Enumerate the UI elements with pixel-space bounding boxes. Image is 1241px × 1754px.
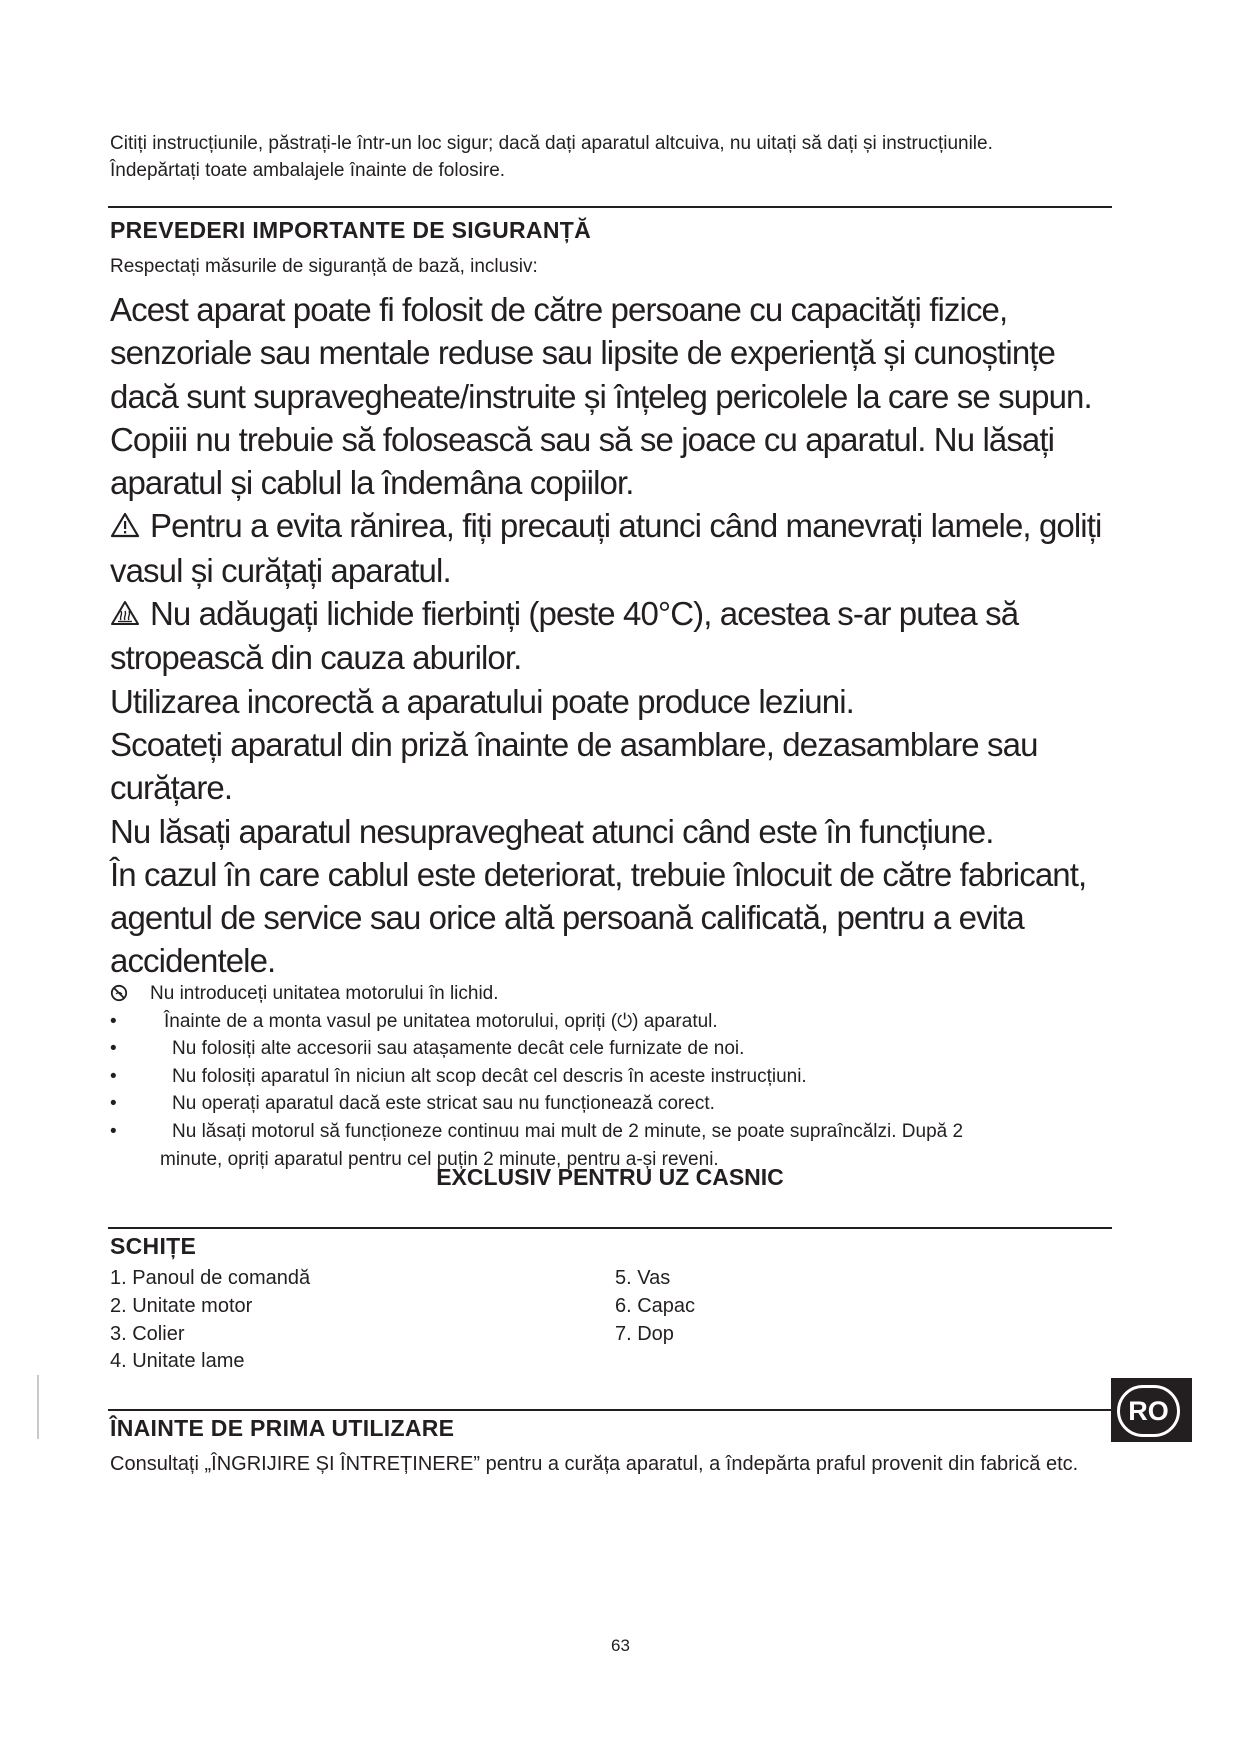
warning-blades — [110, 504, 1120, 592]
sketches-heading: SCHIȚE — [110, 1233, 197, 1259]
first-use-text: Consultați „ÎNGRIJIRE ȘI ÎNTREȚINERE” pentru a curăța aparatul, a îndepărta praful provenit din fabrică etc. — [110, 1453, 1079, 1475]
bullet: • — [110, 1010, 117, 1032]
intro-text — [110, 130, 1130, 184]
list-item-text: Nu lăsați motorul să funcționeze continuu mai mult de 2 minute, se poate supraîncălzi. După 2 minute, opriți aparatul pentru cel puțin 2 minute, pentru a-și reveni. — [160, 1120, 964, 1170]
list-item-text: Nu folosiți alte accesorii sau atașamente decât cele furnizate de noi. — [172, 1038, 745, 1060]
paragraph-unattended: Nu lăsați aparatul nesupravegheat atunci când este în funcțiune. — [110, 812, 994, 850]
bullet: • — [110, 1093, 117, 1115]
safety-heading: PREVEDERI IMPORTANTE DE SIGURANȚĂ — [110, 217, 592, 243]
parts-column-left — [110, 1265, 310, 1376]
paragraph-unplug: Scoateți aparatul din priză înainte de asamblare, dezasamblare sau curățare. — [110, 725, 1038, 807]
safety-intro: Respectați măsurile de siguranță de bază, inclusiv: — [110, 256, 538, 277]
intro-line-1: Citiți instrucțiunile, păstrați-le într-un loc sigur; dacă dați aparatul altcuiva, nu uitați să dați și instrucțiunile. — [110, 133, 993, 154]
list-item — [110, 1035, 1120, 1063]
part-item: 7. Dop — [615, 1322, 674, 1345]
warning-hot-liquids — [110, 592, 1120, 680]
list-item-text: Nu folosiți aparatul în niciun alt scop decât cel descris în aceste instrucțiuni. — [172, 1065, 807, 1087]
bullet: • — [110, 1065, 117, 1087]
divider — [108, 1409, 1112, 1411]
warning-triangle-icon — [110, 505, 140, 548]
list-item-text: Nu operați aparatul dacă este stricat sau nu funcționează corect. — [172, 1093, 715, 1115]
part-item: 4. Unitate lame — [110, 1350, 245, 1373]
warning-hot-text: Nu adăugați lichide fierbinți (peste 40°C), acestea s-ar putea să stropească din cauza aburilor. — [110, 595, 1019, 677]
part-item: 1. Panoul de comandă — [110, 1267, 311, 1289]
part-item: 6. Capac — [615, 1294, 696, 1317]
part-item: 3. Colier — [110, 1322, 185, 1345]
page-number: 63 — [611, 1636, 630, 1655]
bullet: • — [110, 1120, 117, 1142]
binding-mark — [37, 1375, 39, 1439]
part-item: 5. Vas — [615, 1267, 671, 1289]
list-item — [110, 1090, 1120, 1118]
paragraph-cable: În cazul în care cablul este deteriorat, trebuie înlocuit de către fabricant, agentul de service sau orice altă persoană calificată, pentru a evita accidentele. — [110, 855, 1087, 980]
prohibition-icon — [110, 980, 140, 1008]
safety-list — [110, 980, 1120, 1173]
divider — [108, 1227, 1112, 1229]
list-item — [110, 1063, 1120, 1091]
parts-column-right — [615, 1265, 695, 1348]
divider — [108, 206, 1112, 208]
list-item-text: Înainte de a monta vasul pe unitatea motorului, opriți (⏻) aparatul. — [164, 1010, 718, 1032]
list-item — [110, 1008, 1120, 1036]
bullet: • — [110, 1038, 117, 1060]
safety-paragraphs — [110, 288, 1120, 983]
household-only-notice: EXCLUSIV PENTRU UZ CASNIC — [436, 1164, 784, 1190]
hot-surface-icon — [110, 593, 140, 636]
paragraph-capacities: Acest aparat poate fi folosit de către persoane cu capacități fizice, senzoriale sau mentale reduse sau lipsite de experiență și cunoștințe dacă sunt supravegheate/instruite și înțeleg pericolele la care se supun. Copiii nu trebuie să folosească sau să se joace cu aparatul. Nu lăsați aparatul și cablul la îndemâna copiilor. — [110, 291, 1092, 502]
prohibition-item — [110, 980, 1120, 1008]
warning-blades-text: Pentru a evita rănirea, fiți precauți atunci când manevrați lamele, goliți vasul și curățați aparatul. — [110, 507, 1102, 589]
first-use-heading: ÎNAINTE DE PRIMA UTILIZARE — [110, 1415, 455, 1441]
language-code: RO — [1117, 1385, 1180, 1437]
language-tab — [1111, 1378, 1192, 1442]
intro-line-2: Îndepărtați toate ambalajele înainte de folosire. — [110, 160, 506, 181]
paragraph-misuse: Utilizarea incorectă a aparatului poate produce leziuni. — [110, 682, 854, 720]
part-item: 2. Unitate motor — [110, 1294, 253, 1317]
prohibition-text: Nu introduceți unitatea motorului în lichid. — [150, 983, 499, 1004]
